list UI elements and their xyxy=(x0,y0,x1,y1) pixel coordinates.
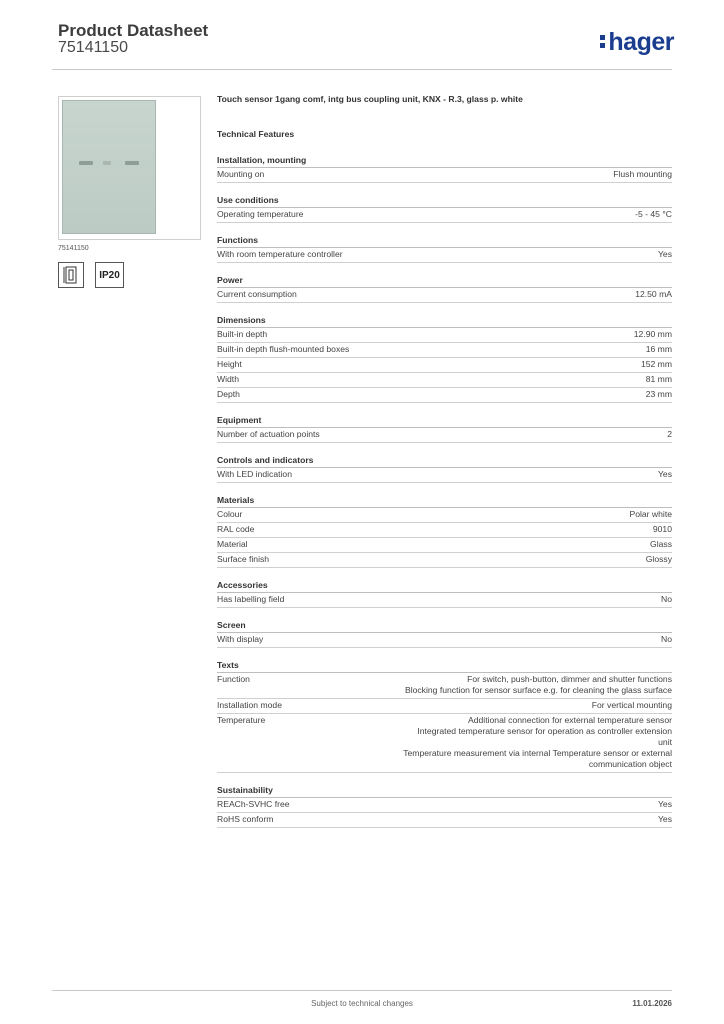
spec-value xyxy=(387,554,672,565)
product-number: 75141150 xyxy=(58,39,128,56)
spec-row xyxy=(217,673,672,699)
feature-section xyxy=(217,315,672,403)
spec-value xyxy=(387,374,672,385)
spec-label: Installation mode xyxy=(217,700,282,710)
spec-value-line: -5 - 45 °C xyxy=(635,209,672,219)
spec-label: With room temperature controller xyxy=(217,249,343,259)
spec-value-line: Glass xyxy=(650,539,672,549)
spec-row xyxy=(217,248,672,263)
spec-value xyxy=(387,359,672,370)
spec-row xyxy=(217,468,672,483)
spec-value-line: 9010 xyxy=(652,524,672,534)
spec-value xyxy=(387,524,672,535)
section-title: Sustainability xyxy=(217,785,672,798)
spec-value xyxy=(387,634,672,645)
spec-value xyxy=(387,249,672,260)
product-glass-panel xyxy=(62,100,156,234)
spec-label: Temperature xyxy=(217,715,266,725)
feature-section xyxy=(217,155,672,183)
main-content xyxy=(217,94,672,828)
product-image-caption: 75141150 xyxy=(58,245,89,252)
spec-value-line: Additional connection for external temperature sensor xyxy=(468,715,672,725)
spec-label: RoHS conform xyxy=(217,814,274,824)
spec-row xyxy=(217,553,672,568)
spec-value-line: Glossy xyxy=(645,554,672,564)
spec-value-line: No xyxy=(661,634,672,644)
spec-value xyxy=(387,429,672,440)
feature-section xyxy=(217,580,672,608)
spec-value xyxy=(387,329,672,340)
spec-value-line: 12.90 mm xyxy=(633,329,672,339)
feature-section xyxy=(217,195,672,223)
spec-value-line: 23 mm xyxy=(645,389,672,399)
ip-rating-badge xyxy=(95,262,124,288)
spec-label: Built-in depth flush-mounted boxes xyxy=(217,344,350,354)
section-title: Use conditions xyxy=(217,195,672,208)
footer-date: 11.01.2026 xyxy=(632,999,672,1008)
page-title: Product Datasheet xyxy=(58,21,209,40)
spec-value-line: Flush mounting xyxy=(613,169,672,179)
spec-row xyxy=(217,358,672,373)
spec-row xyxy=(217,813,672,828)
section-title: Screen xyxy=(217,620,672,633)
feature-section xyxy=(217,495,672,568)
spec-value-line: Polar white xyxy=(629,509,672,519)
spec-row xyxy=(217,593,672,608)
spec-value-line: For vertical mounting xyxy=(591,700,672,710)
spec-value xyxy=(387,715,672,770)
spec-row xyxy=(217,523,672,538)
spec-row xyxy=(217,538,672,553)
spec-value-line: unit xyxy=(658,737,672,747)
spec-value xyxy=(387,594,672,605)
spec-label: With display xyxy=(217,634,264,644)
spec-value xyxy=(387,169,672,180)
brand-logo xyxy=(600,28,674,57)
spec-value xyxy=(387,469,672,480)
footer-note: Subject to technical changes xyxy=(311,999,413,1008)
feature-section xyxy=(217,620,672,648)
spec-value xyxy=(387,209,672,220)
spec-label: Height xyxy=(217,359,242,369)
spec-row xyxy=(217,798,672,813)
spec-label: Depth xyxy=(217,389,240,399)
spec-row xyxy=(217,699,672,714)
spec-value-line: Integrated temperature sensor for operation as controller extension xyxy=(417,726,672,736)
spec-row xyxy=(217,714,672,773)
spec-value xyxy=(387,289,672,300)
spec-value-line: Temperature measurement via internal Temperature sensor or external xyxy=(403,748,672,758)
spec-value xyxy=(387,344,672,355)
section-title: Accessories xyxy=(217,580,672,593)
led-indicator-icon xyxy=(103,161,111,165)
spec-value-line: Blocking function for sensor surface e.g. for cleaning the glass surface xyxy=(404,685,672,695)
header-divider xyxy=(52,69,672,70)
spec-row xyxy=(217,208,672,223)
section-title: Materials xyxy=(217,495,672,508)
spec-value-line: 152 mm xyxy=(640,359,672,369)
feature-sections xyxy=(217,155,672,828)
section-title: Texts xyxy=(217,660,672,673)
spec-value-line: 16 mm xyxy=(645,344,672,354)
feature-section xyxy=(217,785,672,828)
spec-value-line: For switch, push-button, dimmer and shutter functions xyxy=(467,674,672,684)
spec-label: Number of actuation points xyxy=(217,429,320,439)
spec-row xyxy=(217,388,672,403)
spec-value-line: Yes xyxy=(657,469,672,479)
spec-row xyxy=(217,288,672,303)
flush-mount-icon xyxy=(58,262,84,288)
spec-label: Width xyxy=(217,374,239,384)
spec-value-line: Yes xyxy=(657,814,672,824)
spec-value-line: Yes xyxy=(657,799,672,809)
product-image xyxy=(58,96,201,240)
section-title: Power xyxy=(217,275,672,288)
spec-label: Function xyxy=(217,674,250,684)
spec-label: Mounting on xyxy=(217,169,265,179)
spec-value-line: Yes xyxy=(657,249,672,259)
logo-text: hager xyxy=(608,28,674,56)
feature-section xyxy=(217,275,672,303)
spec-label: REACh-SVHC free xyxy=(217,799,290,809)
spec-row xyxy=(217,508,672,523)
spec-value xyxy=(387,700,672,711)
spec-value-line: No xyxy=(661,594,672,604)
feature-section xyxy=(217,235,672,263)
spec-value xyxy=(387,509,672,520)
ip-rating-label: IP20 xyxy=(99,269,120,281)
spec-value xyxy=(387,539,672,550)
footer-divider xyxy=(52,990,672,991)
spec-label: Built-in depth xyxy=(217,329,268,339)
spec-value xyxy=(387,799,672,810)
spec-value-line: 12.50 mA xyxy=(635,289,672,299)
spec-row xyxy=(217,373,672,388)
section-title: Equipment xyxy=(217,415,672,428)
spec-label: Surface finish xyxy=(217,554,270,564)
spec-label: Has labelling field xyxy=(217,594,285,604)
spec-row xyxy=(217,428,672,443)
spec-label: Operating temperature xyxy=(217,209,304,219)
spec-value xyxy=(387,389,672,400)
spec-value xyxy=(387,674,672,696)
product-description: Touch sensor 1gang comf, intg bus coupling unit, KNX - R.3, glass p. white xyxy=(217,94,523,104)
spec-row xyxy=(217,633,672,648)
spec-label: RAL code xyxy=(217,524,255,534)
feature-section xyxy=(217,660,672,773)
feature-section xyxy=(217,455,672,483)
logo-dots-icon xyxy=(600,33,605,49)
actuation-mark-right-icon xyxy=(125,161,139,165)
spec-label: Material xyxy=(217,539,248,549)
spec-value xyxy=(387,814,672,825)
section-title: Installation, mounting xyxy=(217,155,672,168)
spec-row xyxy=(217,168,672,183)
spec-row xyxy=(217,328,672,343)
spec-row xyxy=(217,343,672,358)
section-title: Dimensions xyxy=(217,315,672,328)
spec-value-line: communication object xyxy=(588,759,672,769)
spec-value-line: 81 mm xyxy=(645,374,672,384)
spec-label: Colour xyxy=(217,509,243,519)
actuation-mark-left-icon xyxy=(79,161,93,165)
feature-section xyxy=(217,415,672,443)
technical-features-heading: Technical Features xyxy=(217,129,295,139)
spec-value-line: 2 xyxy=(667,429,672,439)
spec-label: Current consumption xyxy=(217,289,297,299)
spec-label: With LED indication xyxy=(217,469,292,479)
section-title: Controls and indicators xyxy=(217,455,672,468)
section-title: Functions xyxy=(217,235,672,248)
